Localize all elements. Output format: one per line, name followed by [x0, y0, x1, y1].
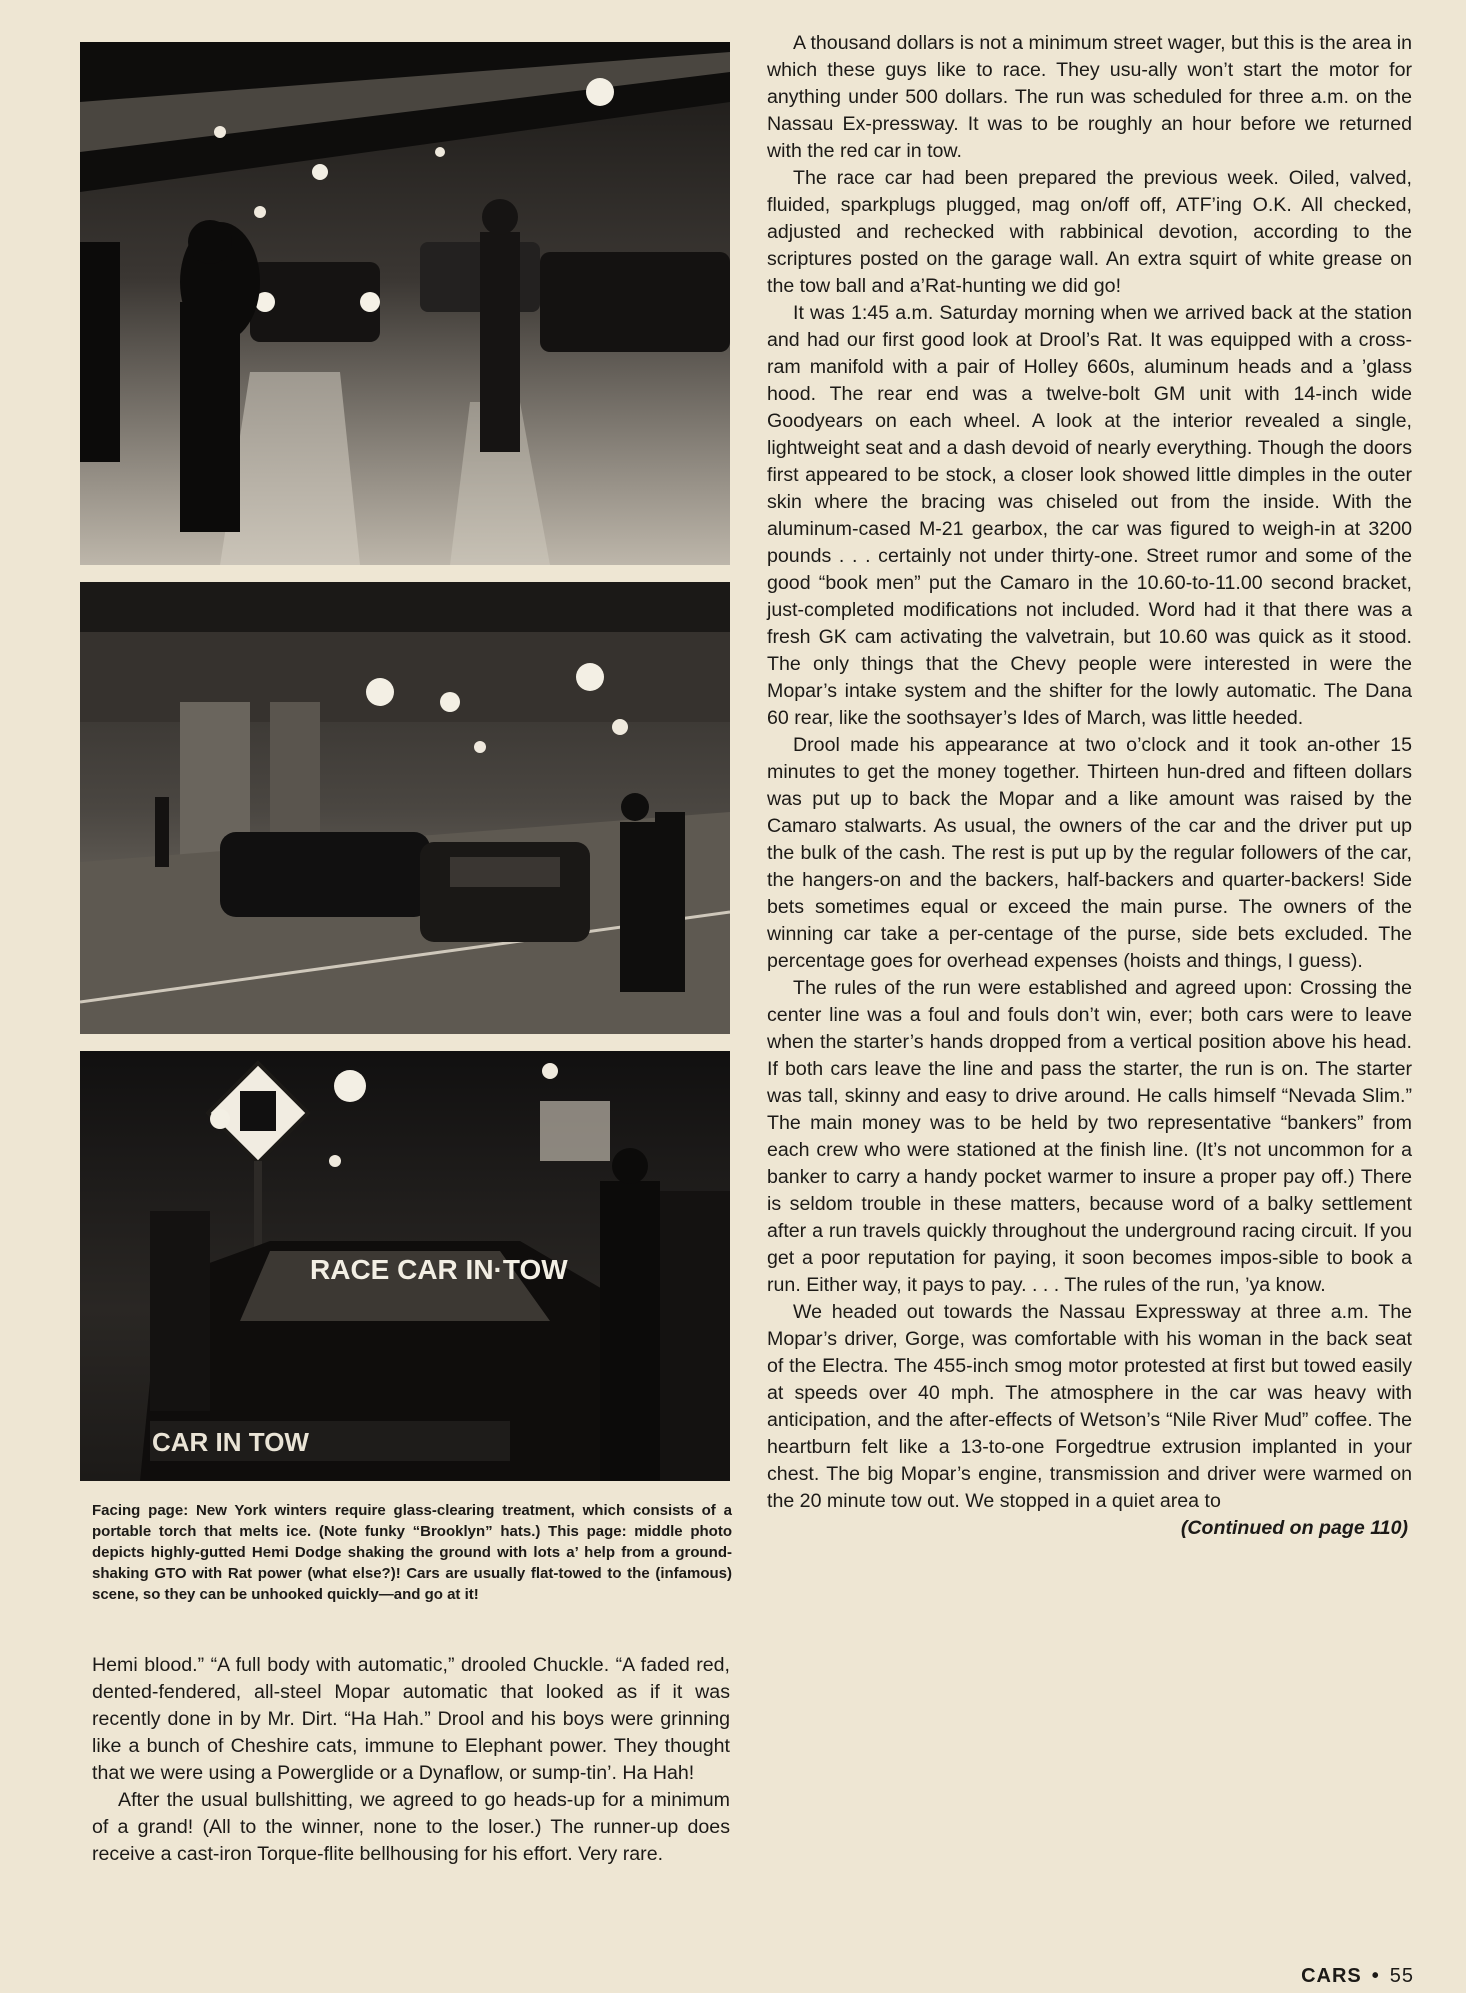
left-column — [92, 1652, 730, 1868]
continued-note: (Continued on page 110) — [1180, 1517, 1408, 1539]
photo-caption-text: Facing page: New York winters require glass-clearing treatment, which consists of a portable torch that melts ice. (Note funky “Brooklyn” hats.) This page: middle photo depicts highly-gutted Hemi Dodge shaking the ground with lots a’ help from a ground-shaking GTO with Rat power (what else?)! Cars are usually flat-towed to the (infamous) scene, so they can be unhooked quickly—and go at it! — [92, 1502, 732, 1603]
photo-cars-launching-image — [80, 582, 730, 1034]
photo-cars-launching — [80, 582, 730, 1034]
paragraph: The race car had been prepared the previous week. Oiled, valved, fluided, sparkplugs plugged, mag on/off off, ATF’ing O.K. All checked, adjusted and rechecked with rabbinical devotion, according to the scriptures posted on the garage wall. An extra squirt of white grease on the tow ball and a’Rat-hunting we did go! — [767, 167, 1412, 297]
right-column — [767, 30, 1412, 1542]
paragraph: It was 1:45 a.m. Saturday morning when we arrived back at the station and had our first good look at Drool’s Rat. It was equipped with a cross-ram manifold with a pair of Holley 660s, aluminum heads and a ’glass hood. The rear end was a twelve-bolt GM unit with 14-inch wide Goodyears on each wheel. A look at the interior revealed a single, lightweight seat and a dash devoid of nearly everything. Though the doors first appeared to be stock, a closer look showed little dimples in the outer skin where the bracing was chiseled out from the inside. With the aluminum-cased M-21 gearbox, the car was figured to weigh-in at 3200 pounds . . . certainly not under thirty-one. Street rumor and some of the good “book men” put the Camaro in the 10.60-to-11.00 second bracket, just-completed modifications not included. Word had it that there was a fresh GK cam activating the valvetrain, but 10.60 was quick as it stood. The only things that the Chevy people were interested in were the Mopar’s intake system and the shifter for the lowly automatic. The Dana 60 rear, like the soothsayer’s Ides of March, was little heeded. — [767, 302, 1412, 729]
paragraph: The rules of the run were established and agreed upon: Crossing the center line was a foul and fouls don’t win, ever; both cars were to leave when the starter’s hands dropped from a vertical position above his head. If both cars leave the line and pass the starter, the run is on. The starter was tall, skinny and easy to drive around. He calls himself “Nevada Slim.” The main money was to be held by two representative “bankers” from each crew who were stationed at the finish line. (It’s not uncommon for a banker to carry a handy pocket warmer to insure a proper pay off.) There is seldom trouble in these matters, because word of a balky settlement after a run travels quickly throughout the underground racing circuit. If you get a poor reputation for paying, it soon becomes impos-sible to book a run. Either way, it pays to pay. . . . The rules of the run, ’ya know. — [767, 977, 1412, 1296]
photo-race-car-in-tow-image — [80, 1051, 730, 1481]
page-number: 55 — [1389, 1965, 1414, 1987]
bumper-text: CAR IN TOW — [152, 1427, 309, 1457]
photo-caption — [92, 1500, 732, 1605]
paragraph: We headed out towards the Nassau Expressway at three a.m. The Mopar’s driver, Gorge, was comfortable with his woman in the back seat of the Electra. The 455-inch smog motor protested at first but towed easily at speeds over 40 mph. The atmosphere in the car was heavy with anticipation, and the after-effects of Wetson’s “Nile River Mud” coffee. The heartburn felt like a 13-to-one Forgedtrue extrusion implanted in your chest. The big Mopar’s engine, transmission and driver were warmed on the 20 minute tow out. We stopped in a quiet area to — [767, 1301, 1412, 1512]
photo-overpass-crowd-image — [80, 42, 730, 565]
windshield-text: RACE CAR IN·TOW — [310, 1254, 568, 1285]
magazine-name: CARS — [1301, 1965, 1362, 1987]
paragraph: After the usual bullshitting, we agreed to go heads-up for a minimum of a grand! (All to the winner, none to the loser.) The runner-up does receive a cast-iron Torque-flite bellhousing for his effort. Very rare. — [92, 1789, 730, 1865]
photo-race-car-in-tow — [80, 1051, 730, 1481]
footer-bullet: • — [1371, 1965, 1380, 1987]
paragraph: Drool made his appearance at two o’clock and it took an-other 15 minutes to get the money together. Thirteen hun-dred and fifteen dollars was put up to back the Mopar and a like amount was raised by the Camaro stalwarts. As usual, the owners of the car and the driver put up the bulk of the cash. The rest is put up by the regular followers of the car, the hangers-on and the backers, half-backers and quarter-backers! Side bets sometimes equal or exceed the main purse. The owners of the winning car take a per-centage of the purse, side bets excluded. The percentage goes for overhead expenses (hoists and things, I guess). — [767, 734, 1412, 972]
photo-overpass-crowd — [80, 42, 730, 565]
paragraph: Hemi blood.” “A full body with automatic,” drooled Chuckle. “A faded red, dented-fendered, all-steel Mopar automatic that looked as if it was recently done in by Mr. Dirt. “Ha Hah.” Drool and his boys were grinning like a bunch of Cheshire cats, immune to Elephant power. They thought that we were using a Powerglide or a Dynaflow, or sump-tin’. Ha Hah! — [92, 1654, 730, 1784]
paragraph: A thousand dollars is not a minimum street wager, but this is the area in which these guys like to race. They usu-ally won’t start the motor for anything under 500 dollars. The run was scheduled for three a.m. on the Nassau Ex-pressway. It was to be roughly an hour before we returned with the red car in tow. — [767, 32, 1412, 162]
page-footer — [1301, 1965, 1414, 1988]
